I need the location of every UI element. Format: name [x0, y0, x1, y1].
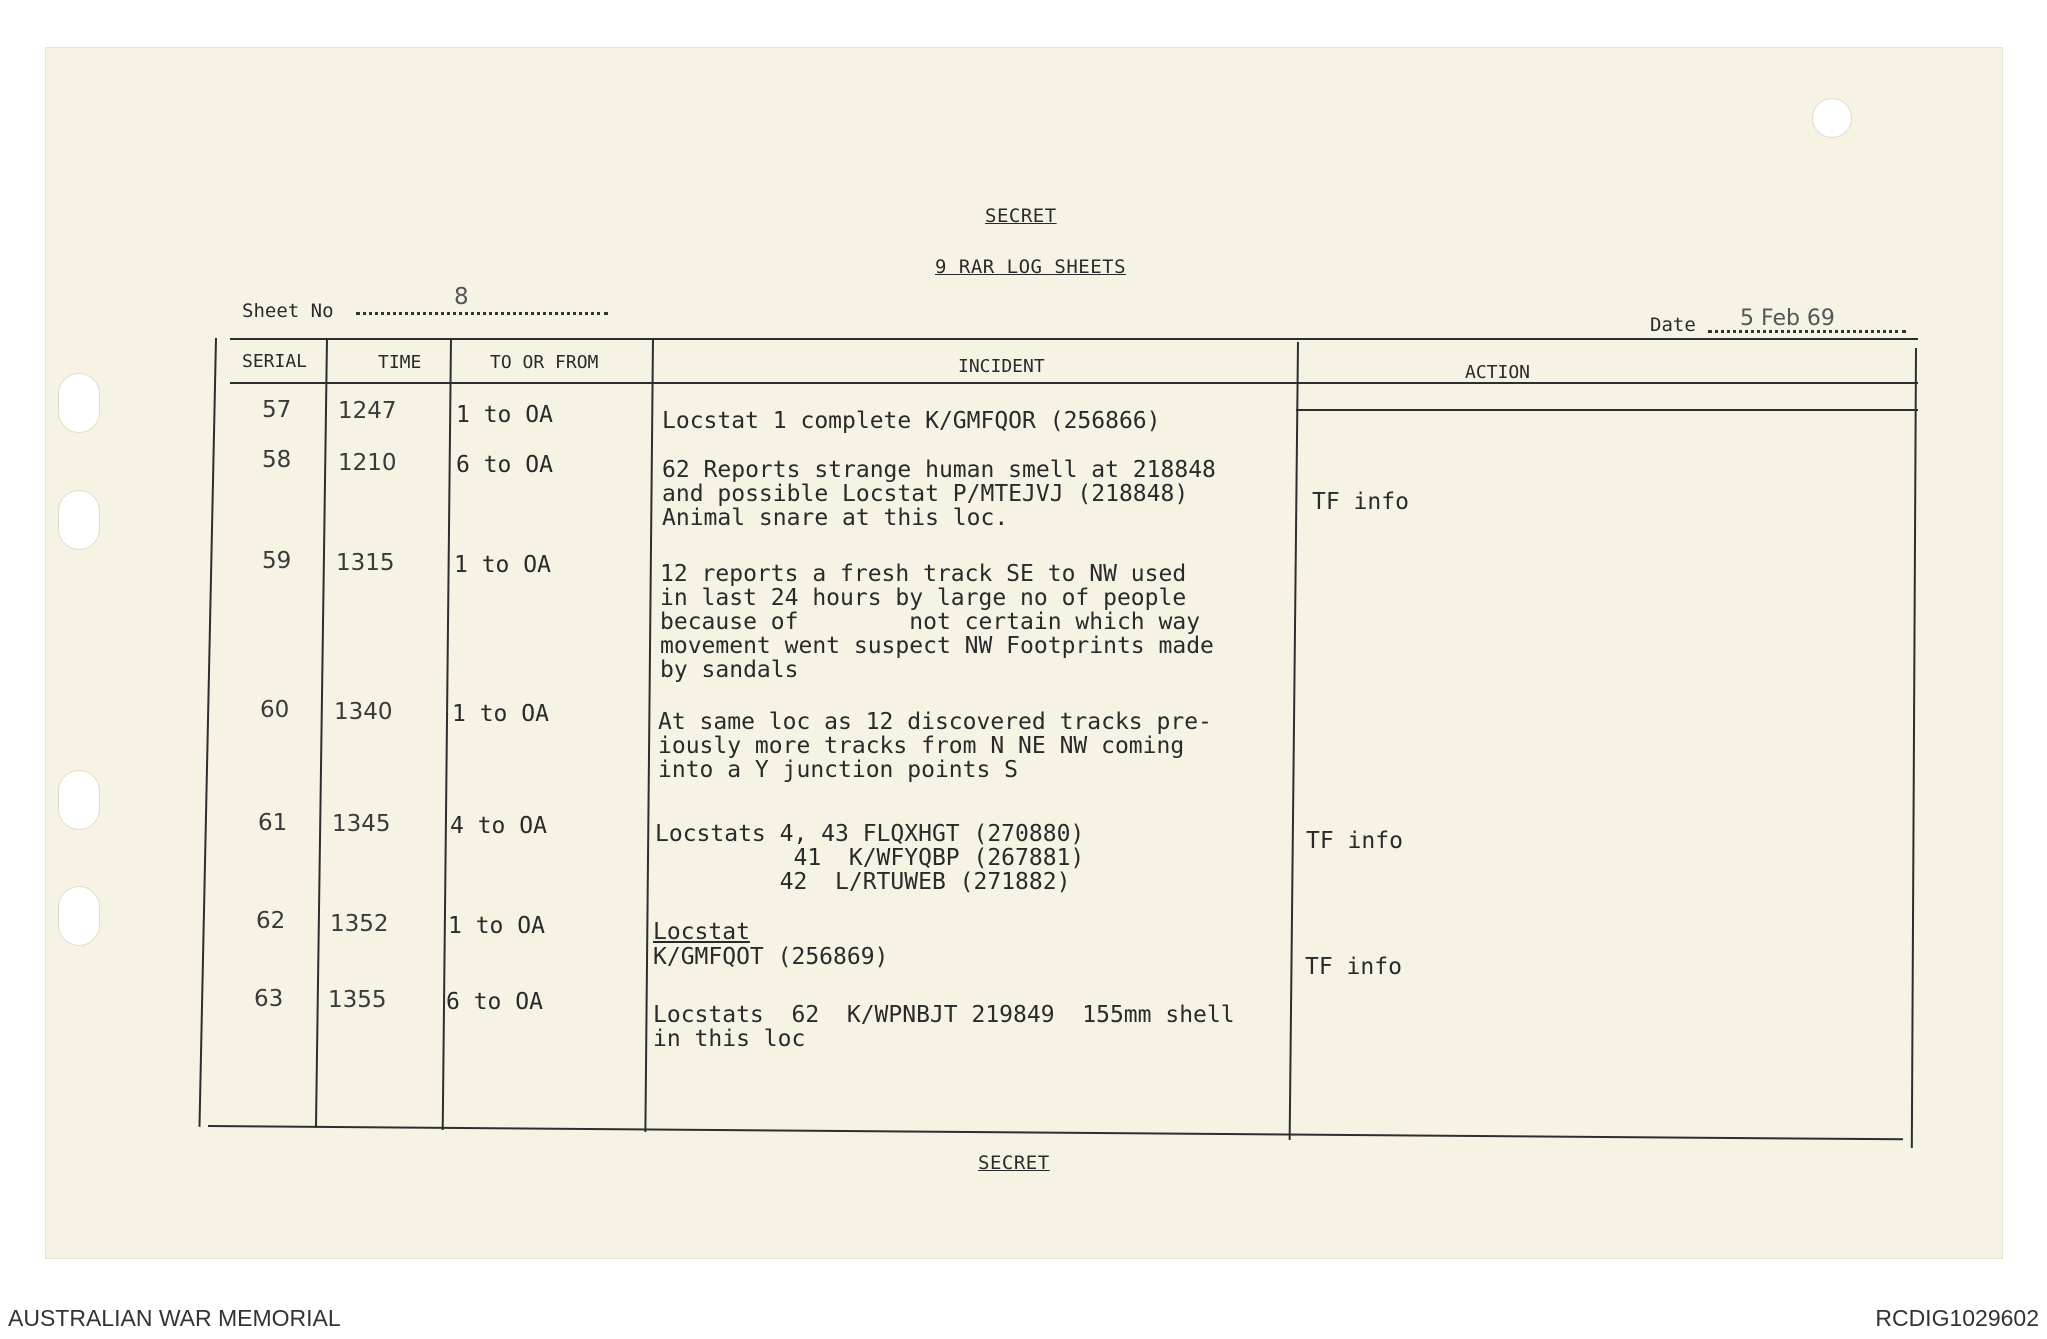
incident-63: Locstats 62 K/WPNBJT 219849 155mm shell in this loc [653, 1002, 1235, 1052]
time-63: 1355 [328, 987, 387, 1013]
incident-61: Locstats 4, 43 FLQXHGT (270880) 41 K/WFYQBP (267881) 42 L/RTUWEB (271882) [655, 821, 1085, 895]
sheet-number-value: 8 [454, 284, 469, 310]
to-from-57: 1 to OA [456, 402, 553, 428]
time-61: 1345 [332, 811, 391, 837]
serial-60: 60 [260, 697, 290, 723]
punch-hole-left-1 [58, 373, 100, 433]
time-62: 1352 [330, 911, 389, 937]
serial-63: 63 [254, 986, 284, 1012]
to-from-61: 4 to OA [450, 813, 547, 839]
incident-57: Locstat 1 complete K/GMFQOR (256866) [662, 408, 1161, 434]
punch-hole-left-2 [58, 490, 100, 550]
col-header-time: TIME [378, 352, 422, 373]
punch-hole-left-4 [58, 886, 100, 946]
date-label: Date [1650, 314, 1696, 336]
time-59: 1315 [336, 550, 395, 576]
time-58: 1210 [338, 450, 397, 476]
serial-62: 62 [256, 908, 286, 934]
action-58: TF info [1312, 489, 1409, 515]
sheet-number-line [356, 312, 608, 315]
to-from-58: 6 to OA [456, 452, 553, 478]
header-divider [230, 382, 1918, 384]
punch-hole-left-3 [58, 770, 100, 830]
footer-institution: AUSTRALIAN WAR MEMORIAL [8, 1305, 341, 1331]
incident-62: K/GMFQOT (256869) [653, 944, 889, 970]
serial-59: 59 [262, 548, 292, 574]
action-subdivider [1296, 409, 1918, 411]
to-from-62: 1 to OA [448, 913, 545, 939]
classification-bottom: SECRET [978, 1152, 1050, 1174]
time-60: 1340 [334, 699, 393, 725]
serial-61: 61 [258, 810, 288, 836]
document-title: 9 RAR LOG SHEETS [935, 256, 1127, 278]
table-top-border [230, 338, 1918, 340]
to-from-60: 1 to OA [452, 701, 549, 727]
serial-58: 58 [262, 447, 292, 473]
col-header-incident: INCIDENT [958, 356, 1045, 377]
time-57: 1247 [338, 398, 397, 424]
date-value: 5 Feb 69 [1740, 306, 1835, 331]
col-header-to-or-from: TO OR FROM [490, 352, 599, 373]
footer-record-id: RCDIG1029602 [1875, 1305, 2039, 1331]
col-header-serial: SERIAL [242, 351, 308, 372]
incident-58: 62 Reports strange human smell at 218848 and possible Locstat P/MTEJVJ (218848) Animal snare at this loc. [662, 457, 1216, 531]
incident-59: 12 reports a fresh track SE to NW used in last 24 hours by large no of people because of not certain which way movement went suspect NW Footprints made by sandals [660, 561, 1214, 683]
action-61: TF info [1306, 828, 1403, 854]
punch-hole-top-right [1812, 98, 1852, 138]
incident-62-heading: Locstat [653, 919, 750, 945]
to-from-59: 1 to OA [454, 552, 551, 578]
serial-57: 57 [262, 397, 292, 423]
to-from-63: 6 to OA [446, 989, 543, 1015]
incident-60: At same loc as 12 discovered tracks pre- iously more tracks from N NE NW coming into a Y junction points S [658, 709, 1212, 783]
col-header-action: ACTION [1465, 362, 1531, 383]
classification-top: SECRET [985, 205, 1057, 227]
action-62: TF info [1305, 954, 1402, 980]
sheet-number-label: Sheet No [242, 300, 334, 322]
